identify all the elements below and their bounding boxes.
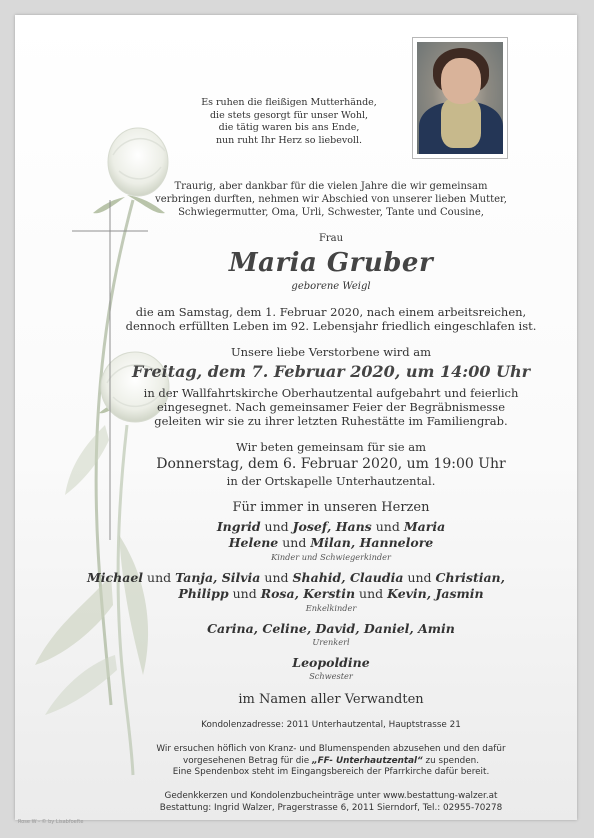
grandchildren-label: Enkelkinder (305, 603, 357, 613)
funeral-line: eingesegnet. Nach gemeinsamer Feier der Begräbnismesse (156, 400, 506, 414)
child-name: Josef, Hans (292, 519, 372, 534)
grandchild-name: Tanja, Silvia (175, 570, 261, 585)
and-word: und (264, 519, 289, 534)
children-label: Kinder und Schwiegerkinder (271, 552, 391, 562)
grandchild-name: Shahid, Claudia (292, 570, 404, 585)
image-credit: Rose W - © by Lisabfoefte (18, 819, 84, 825)
sibling-name: Leopoldine (292, 655, 370, 670)
and-word: und (359, 586, 384, 601)
obituary-card (15, 15, 577, 820)
funeral-date: Freitag, dem 7. Februar 2020, um 14:00 Uhr (131, 362, 531, 381)
intro-line: Traurig, aber dankbar für die vielen Jahre die wir gemeinsam (174, 181, 488, 192)
death-line: die am Samstag, dem 1. Februar 2020, nach einem arbeitsreichen, (135, 305, 527, 319)
intro-line: verbringen durften, nehmen wir Abschied von unserer lieben Mutter, (155, 194, 507, 205)
great-grandchildren-label: Urenkerl (312, 637, 350, 647)
funeral-text (85, 386, 577, 428)
prefix: Frau (318, 233, 344, 244)
child-name: Ingrid (216, 519, 261, 534)
funeral-line: in der Wallfahrtskirche Oberhautzental aufgebahrt und feierlich (143, 386, 519, 400)
rosary-intro: Wir beten gemeinsam für sie am (235, 440, 426, 454)
child-name: Maria (403, 519, 446, 534)
sibling-label: Schwester (309, 671, 353, 681)
poem-line: nun ruht Ihr Herz so liebevoll. (215, 134, 363, 146)
and-word: und (375, 519, 400, 534)
footer-line: Bestattung: Ingrid Walzer, Pragerstrasse 6, 2011 Sierndorf, Tel.: 02955-70278 (159, 802, 503, 813)
grandchild-name: Kevin, Jasmin (387, 586, 484, 601)
donation-line: Wir ersuchen höflich von Kranz- und Blumenspenden abzusehen und den dafür (156, 744, 506, 754)
children-line-2 (85, 535, 577, 551)
donation-text (85, 744, 577, 779)
condolence-address: Kondolenzadresse: 2011 Unterhautzental, Hauptstrasse 21 (201, 720, 461, 730)
child-name: Milan, Hannelore (310, 535, 434, 550)
donation-line: Eine Spendenbox steht im Eingangsbereich der Pfarrkirche dafür bereit. (172, 767, 490, 777)
grandchild-name: Christian, (435, 570, 506, 585)
and-word: und (264, 570, 289, 585)
death-text (85, 305, 577, 333)
grandchildren-line-2 (85, 586, 577, 602)
donation-line (85, 756, 577, 768)
and-word: und (282, 535, 307, 550)
forever-line: Für immer in unseren Herzen (232, 500, 430, 515)
portrait-photo (412, 37, 508, 159)
poem-line: die stets gesorgt für unser Wohl, (209, 109, 369, 121)
poem-line: Es ruhen die fleißigen Mutterhände, (201, 97, 377, 108)
funeral-line: geleiten wir sie zu ihrer letzten Ruhestätte im Familiengrab. (154, 414, 508, 428)
footer-line: Gedenkkerzen und Kondolenzbucheinträge unter www.bestattung-walzer.at (164, 791, 498, 801)
great-grandchildren-names: Carina, Celine, David, Daniel, Amin (207, 621, 455, 636)
deceased-name: Maria Gruber (228, 248, 434, 278)
intro-line: Schwiegermutter, Oma, Urli, Schwester, Tante und Cousine, (178, 207, 484, 218)
maiden-name: geborene Weigl (291, 281, 371, 292)
children-line-1 (85, 519, 577, 535)
poem (179, 97, 399, 147)
grandchild-name: Rosa, Kerstin (260, 586, 356, 601)
rosary-date: Donnerstag, dem 6. Februar 2020, um 19:00 Uhr (156, 456, 506, 472)
grandchild-name: Philipp (178, 586, 229, 601)
donation-text-part: zu spenden. (422, 755, 480, 766)
and-word: und (407, 570, 432, 585)
donation-recipient: „FF- Unterhautzental“ (311, 755, 423, 766)
donation-text-part: vorgesehenen Betrag für die (182, 755, 312, 766)
poem-line: die tätig waren bis ans Ende, (218, 122, 360, 133)
relatives-line: im Namen aller Verwandten (238, 692, 424, 707)
grandchildren-line-1 (15, 570, 577, 586)
rosary-place: in der Ortskapelle Unterhautzental. (226, 474, 436, 488)
death-line: dennoch erfüllten Leben im 92. Lebensjahr friedlich eingeschlafen ist. (125, 319, 537, 333)
footer (85, 791, 577, 814)
and-word: und (232, 586, 257, 601)
intro-text (85, 180, 577, 219)
and-word: und (147, 570, 172, 585)
child-name: Helene (228, 535, 279, 550)
funeral-intro: Unsere liebe Verstorbene wird am (230, 345, 432, 359)
grandchild-name: Michael (86, 570, 144, 585)
